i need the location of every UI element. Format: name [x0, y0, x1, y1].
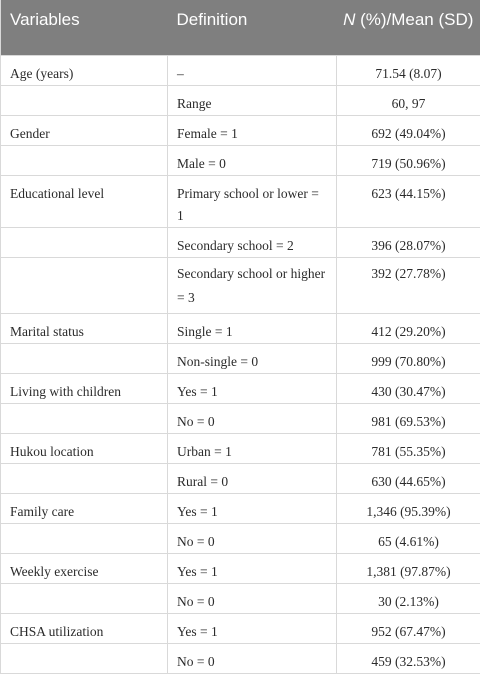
table-row — [1, 55, 480, 85]
table-body — [1, 55, 480, 673]
value-cell: 65 (4.61%) — [337, 523, 480, 553]
definition-cell: No = 0 — [168, 403, 337, 433]
table-row — [1, 583, 480, 613]
variable-cell — [1, 403, 168, 433]
definition-cell: No = 0 — [168, 583, 337, 613]
table-row — [1, 85, 480, 115]
table-row — [1, 257, 480, 313]
definition-cell: Primary school or lower = 1 — [168, 175, 337, 227]
variable-cell — [1, 523, 168, 553]
definition-cell: Secondary school or higher = 3 — [168, 257, 337, 313]
value-cell: 1,346 (95.39%) — [337, 493, 480, 523]
definition-cell: Range — [168, 85, 337, 115]
table-row — [1, 343, 480, 373]
definition-cell: Female = 1 — [168, 115, 337, 145]
header-definition: Definition — [168, 0, 337, 55]
definition-cell: Male = 0 — [168, 145, 337, 175]
table-row — [1, 403, 480, 433]
table-row — [1, 643, 480, 673]
table-row — [1, 175, 480, 227]
variable-cell — [1, 583, 168, 613]
header-variables: Variables — [1, 0, 168, 55]
value-cell: 630 (44.65%) — [337, 463, 480, 493]
variable-cell: Weekly exercise — [1, 553, 168, 583]
value-cell: 396 (28.07%) — [337, 227, 480, 257]
definition-cell: Single = 1 — [168, 313, 337, 343]
definition-cell: Yes = 1 — [168, 373, 337, 403]
definition-cell: – — [168, 55, 337, 85]
table-row — [1, 313, 480, 343]
variable-cell: Hukou location — [1, 433, 168, 463]
variable-cell — [1, 227, 168, 257]
table-row — [1, 373, 480, 403]
variable-cell — [1, 343, 168, 373]
variable-cell — [1, 463, 168, 493]
table-row — [1, 523, 480, 553]
variable-cell: Living with children — [1, 373, 168, 403]
definition-cell: Yes = 1 — [168, 613, 337, 643]
definition-cell: Yes = 1 — [168, 553, 337, 583]
header-n-mean — [337, 0, 480, 55]
definition-cell: Rural = 0 — [168, 463, 337, 493]
header-n-rest: (%)/Mean (SD) — [355, 10, 473, 29]
header-row — [1, 0, 480, 55]
table-row — [1, 553, 480, 583]
value-cell: 60, 97 — [337, 85, 480, 115]
value-cell: 459 (32.53%) — [337, 643, 480, 673]
variable-cell: Age (years) — [1, 55, 168, 85]
table-row — [1, 433, 480, 463]
variable-cell: Family care — [1, 493, 168, 523]
value-cell: 692 (49.04%) — [337, 115, 480, 145]
definition-cell: No = 0 — [168, 643, 337, 673]
value-cell: 952 (67.47%) — [337, 613, 480, 643]
table-header — [1, 0, 480, 55]
variable-cell — [1, 145, 168, 175]
table-row — [1, 493, 480, 523]
variable-cell: CHSA utilization — [1, 613, 168, 643]
header-n-italic: N — [343, 10, 355, 29]
table-row — [1, 613, 480, 643]
value-cell: 999 (70.80%) — [337, 343, 480, 373]
value-cell: 430 (30.47%) — [337, 373, 480, 403]
variable-cell — [1, 257, 168, 313]
definition-cell: Yes = 1 — [168, 493, 337, 523]
variable-cell — [1, 85, 168, 115]
table-row — [1, 463, 480, 493]
variable-cell — [1, 643, 168, 673]
table-row — [1, 145, 480, 175]
variable-cell: Marital status — [1, 313, 168, 343]
value-cell: 781 (55.35%) — [337, 433, 480, 463]
table-row — [1, 115, 480, 145]
value-cell: 1,381 (97.87%) — [337, 553, 480, 583]
variable-cell: Educational level — [1, 175, 168, 227]
definition-cell: Non-single = 0 — [168, 343, 337, 373]
value-cell: 412 (29.20%) — [337, 313, 480, 343]
value-cell: 71.54 (8.07) — [337, 55, 480, 85]
value-cell: 981 (69.53%) — [337, 403, 480, 433]
definition-cell: Secondary school = 2 — [168, 227, 337, 257]
value-cell: 30 (2.13%) — [337, 583, 480, 613]
variable-cell: Gender — [1, 115, 168, 145]
value-cell: 623 (44.15%) — [337, 175, 480, 227]
table-row — [1, 227, 480, 257]
definition-cell: No = 0 — [168, 523, 337, 553]
value-cell: 719 (50.96%) — [337, 145, 480, 175]
value-cell: 392 (27.78%) — [337, 257, 480, 313]
definition-cell: Urban = 1 — [168, 433, 337, 463]
